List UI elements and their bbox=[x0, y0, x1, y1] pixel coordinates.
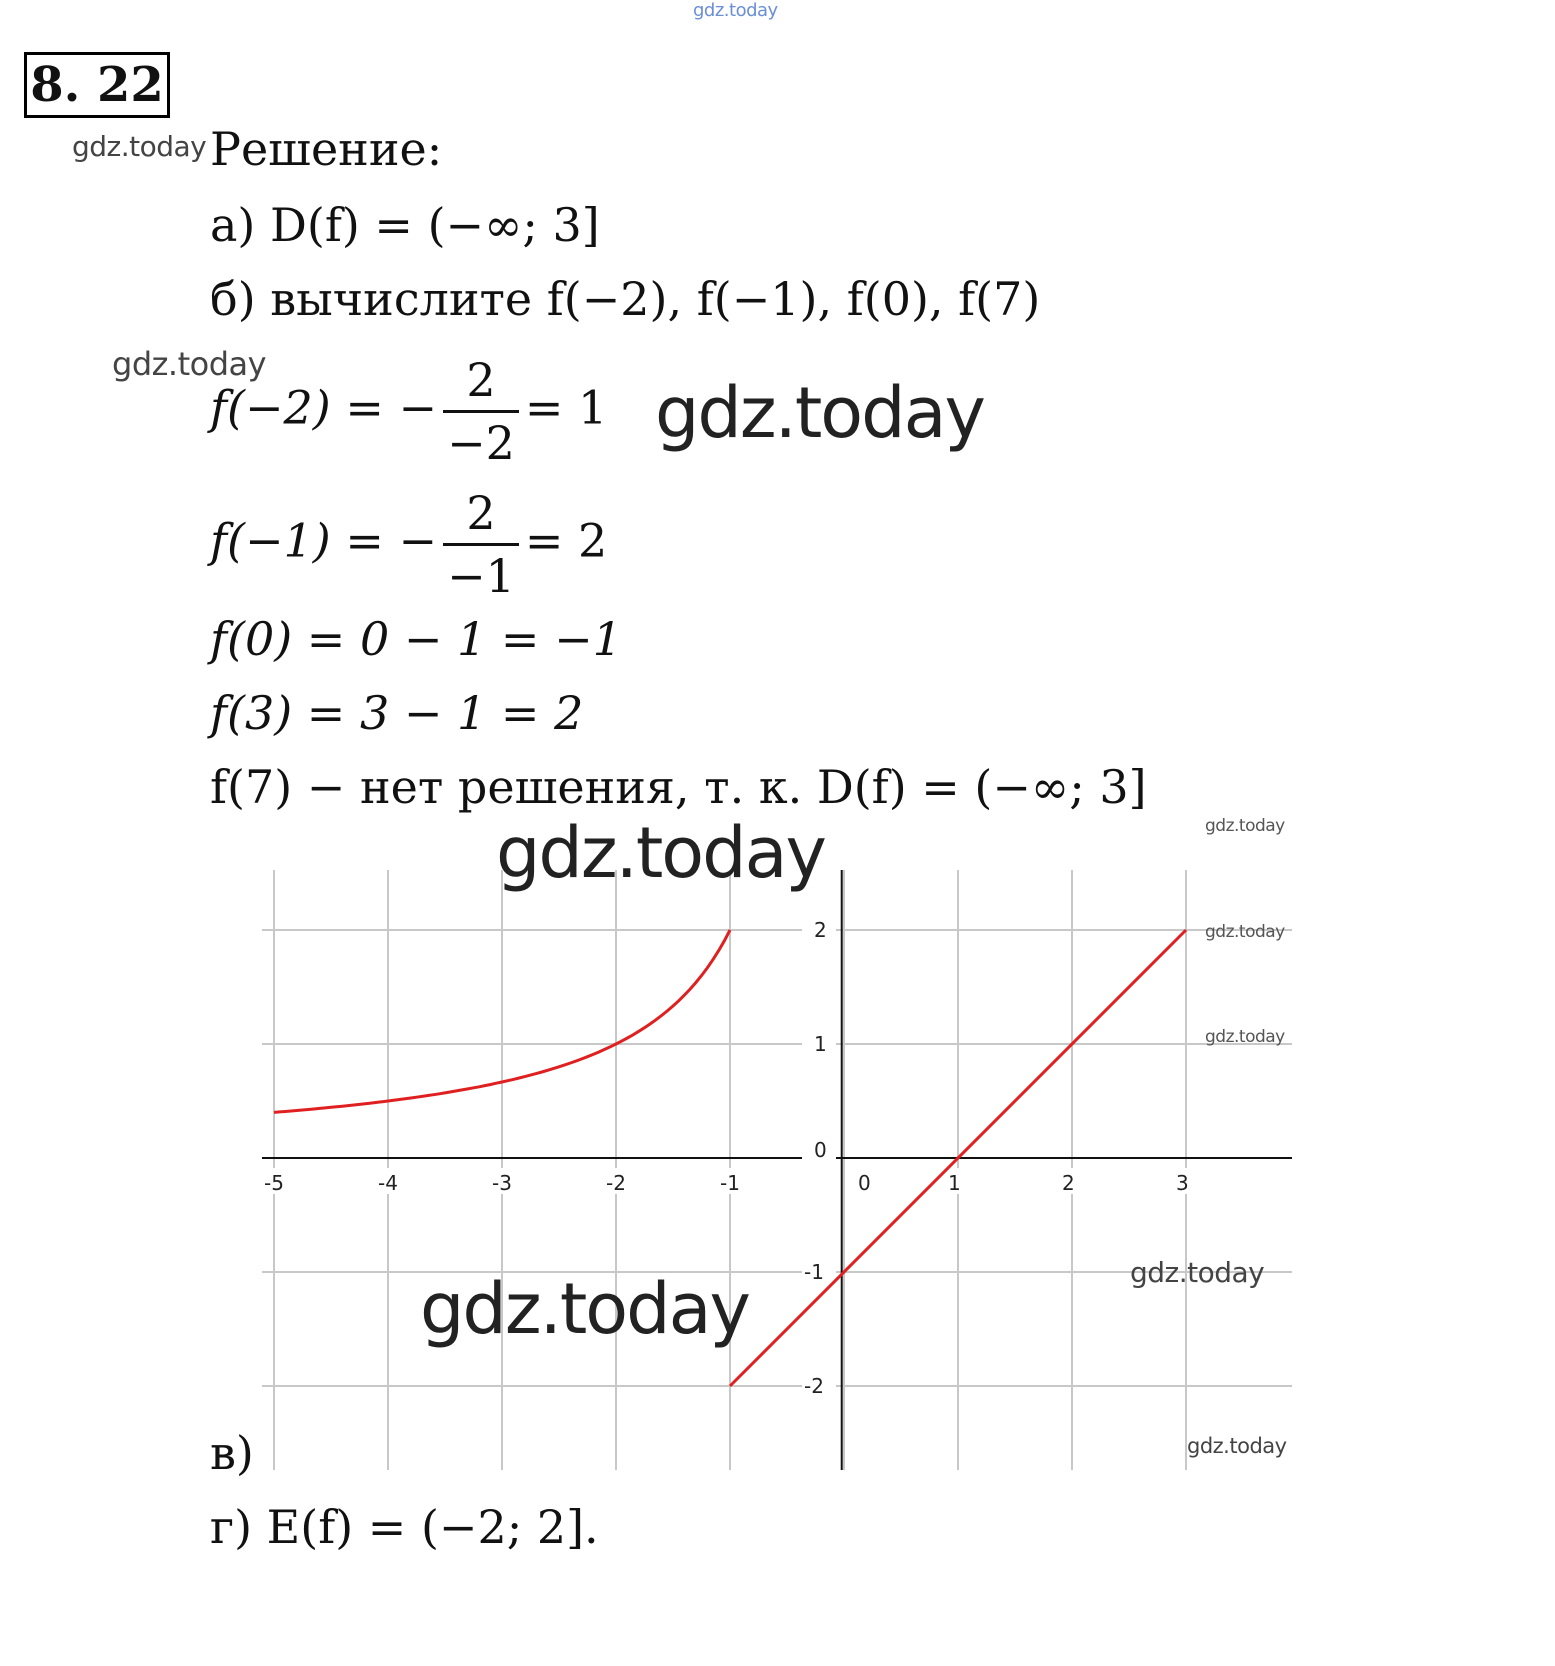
x-tick-label: 3 bbox=[1176, 1171, 1189, 1195]
watermark-top: gdz.today bbox=[693, 0, 778, 21]
equation-range: г) E(f) = (−2; 2]. bbox=[210, 1500, 599, 1554]
line-a-domain: а) D(f) = (−∞; 3] bbox=[210, 198, 600, 252]
x-tick-label: -5 bbox=[264, 1171, 284, 1195]
grid bbox=[262, 870, 1292, 1470]
x-tick-label: -2 bbox=[606, 1171, 626, 1195]
x-tick-label: 2 bbox=[1062, 1171, 1075, 1195]
fraction-f-minus2 bbox=[443, 350, 519, 473]
x-tick-label: 1 bbox=[948, 1171, 961, 1195]
line-b-compute: б) вычислите f(−2), f(−1), f(0), f(7) bbox=[210, 272, 1041, 326]
watermark-graph-4: gdz.today bbox=[1205, 1027, 1285, 1047]
axes bbox=[262, 870, 1292, 1470]
y-tick-label: 2 bbox=[814, 918, 827, 942]
f-minus2-rhs: = 1 bbox=[524, 380, 608, 435]
y-tick-label: -2 bbox=[804, 1374, 824, 1398]
watermark-graph-5: gdz.today bbox=[1130, 1256, 1265, 1289]
equation-f-minus1 bbox=[210, 483, 607, 606]
problem-number: 8. 22 bbox=[24, 52, 170, 118]
equation-f3: f(3) = 3 − 1 = 2 bbox=[210, 686, 584, 740]
function-graph bbox=[262, 870, 1302, 1470]
watermark-left-1: gdz.today bbox=[72, 130, 207, 163]
y-tick-label: -1 bbox=[804, 1260, 824, 1284]
equation-f7: f(7) − нет решения, т. к. D(f) = (−∞; 3] bbox=[210, 760, 1147, 814]
f-minus2-denominator: −2 bbox=[443, 410, 519, 473]
watermark-graph-7: gdz.today bbox=[1187, 1434, 1287, 1458]
y-tick-label: 1 bbox=[814, 1032, 827, 1056]
y-tick-label: 0 bbox=[814, 1138, 827, 1162]
watermark-graph-1: gdz.today bbox=[496, 812, 825, 894]
fraction-f-minus1 bbox=[443, 483, 519, 606]
f-minus1-lhs: f(−1) = − bbox=[210, 513, 438, 568]
watermark-graph-3: gdz.today bbox=[1205, 922, 1285, 942]
label-v: в) bbox=[210, 1426, 254, 1480]
equation-f-minus2 bbox=[210, 350, 607, 473]
f-minus2-lhs: f(−2) = − bbox=[210, 380, 438, 435]
equation-f0: f(0) = 0 − 1 = −1 bbox=[210, 612, 622, 666]
f-minus2-numerator: 2 bbox=[466, 353, 496, 407]
watermark-graph-6: gdz.today bbox=[420, 1268, 749, 1350]
watermark-inline-1: gdz.today bbox=[655, 372, 984, 454]
x-tick-label: -4 bbox=[378, 1171, 398, 1195]
f-minus1-numerator: 2 bbox=[466, 486, 496, 540]
f-minus1-rhs: = 2 bbox=[524, 513, 608, 568]
f-minus1-denominator: −1 bbox=[443, 543, 519, 606]
x-tick-label: -1 bbox=[720, 1171, 740, 1195]
solution-label: Решение: bbox=[210, 122, 443, 176]
x-tick-label: -3 bbox=[492, 1171, 512, 1195]
watermark-left-2: gdz.today bbox=[112, 345, 267, 383]
watermark-graph-2: gdz.today bbox=[1205, 816, 1285, 836]
x-tick-label: 0 bbox=[858, 1171, 871, 1195]
